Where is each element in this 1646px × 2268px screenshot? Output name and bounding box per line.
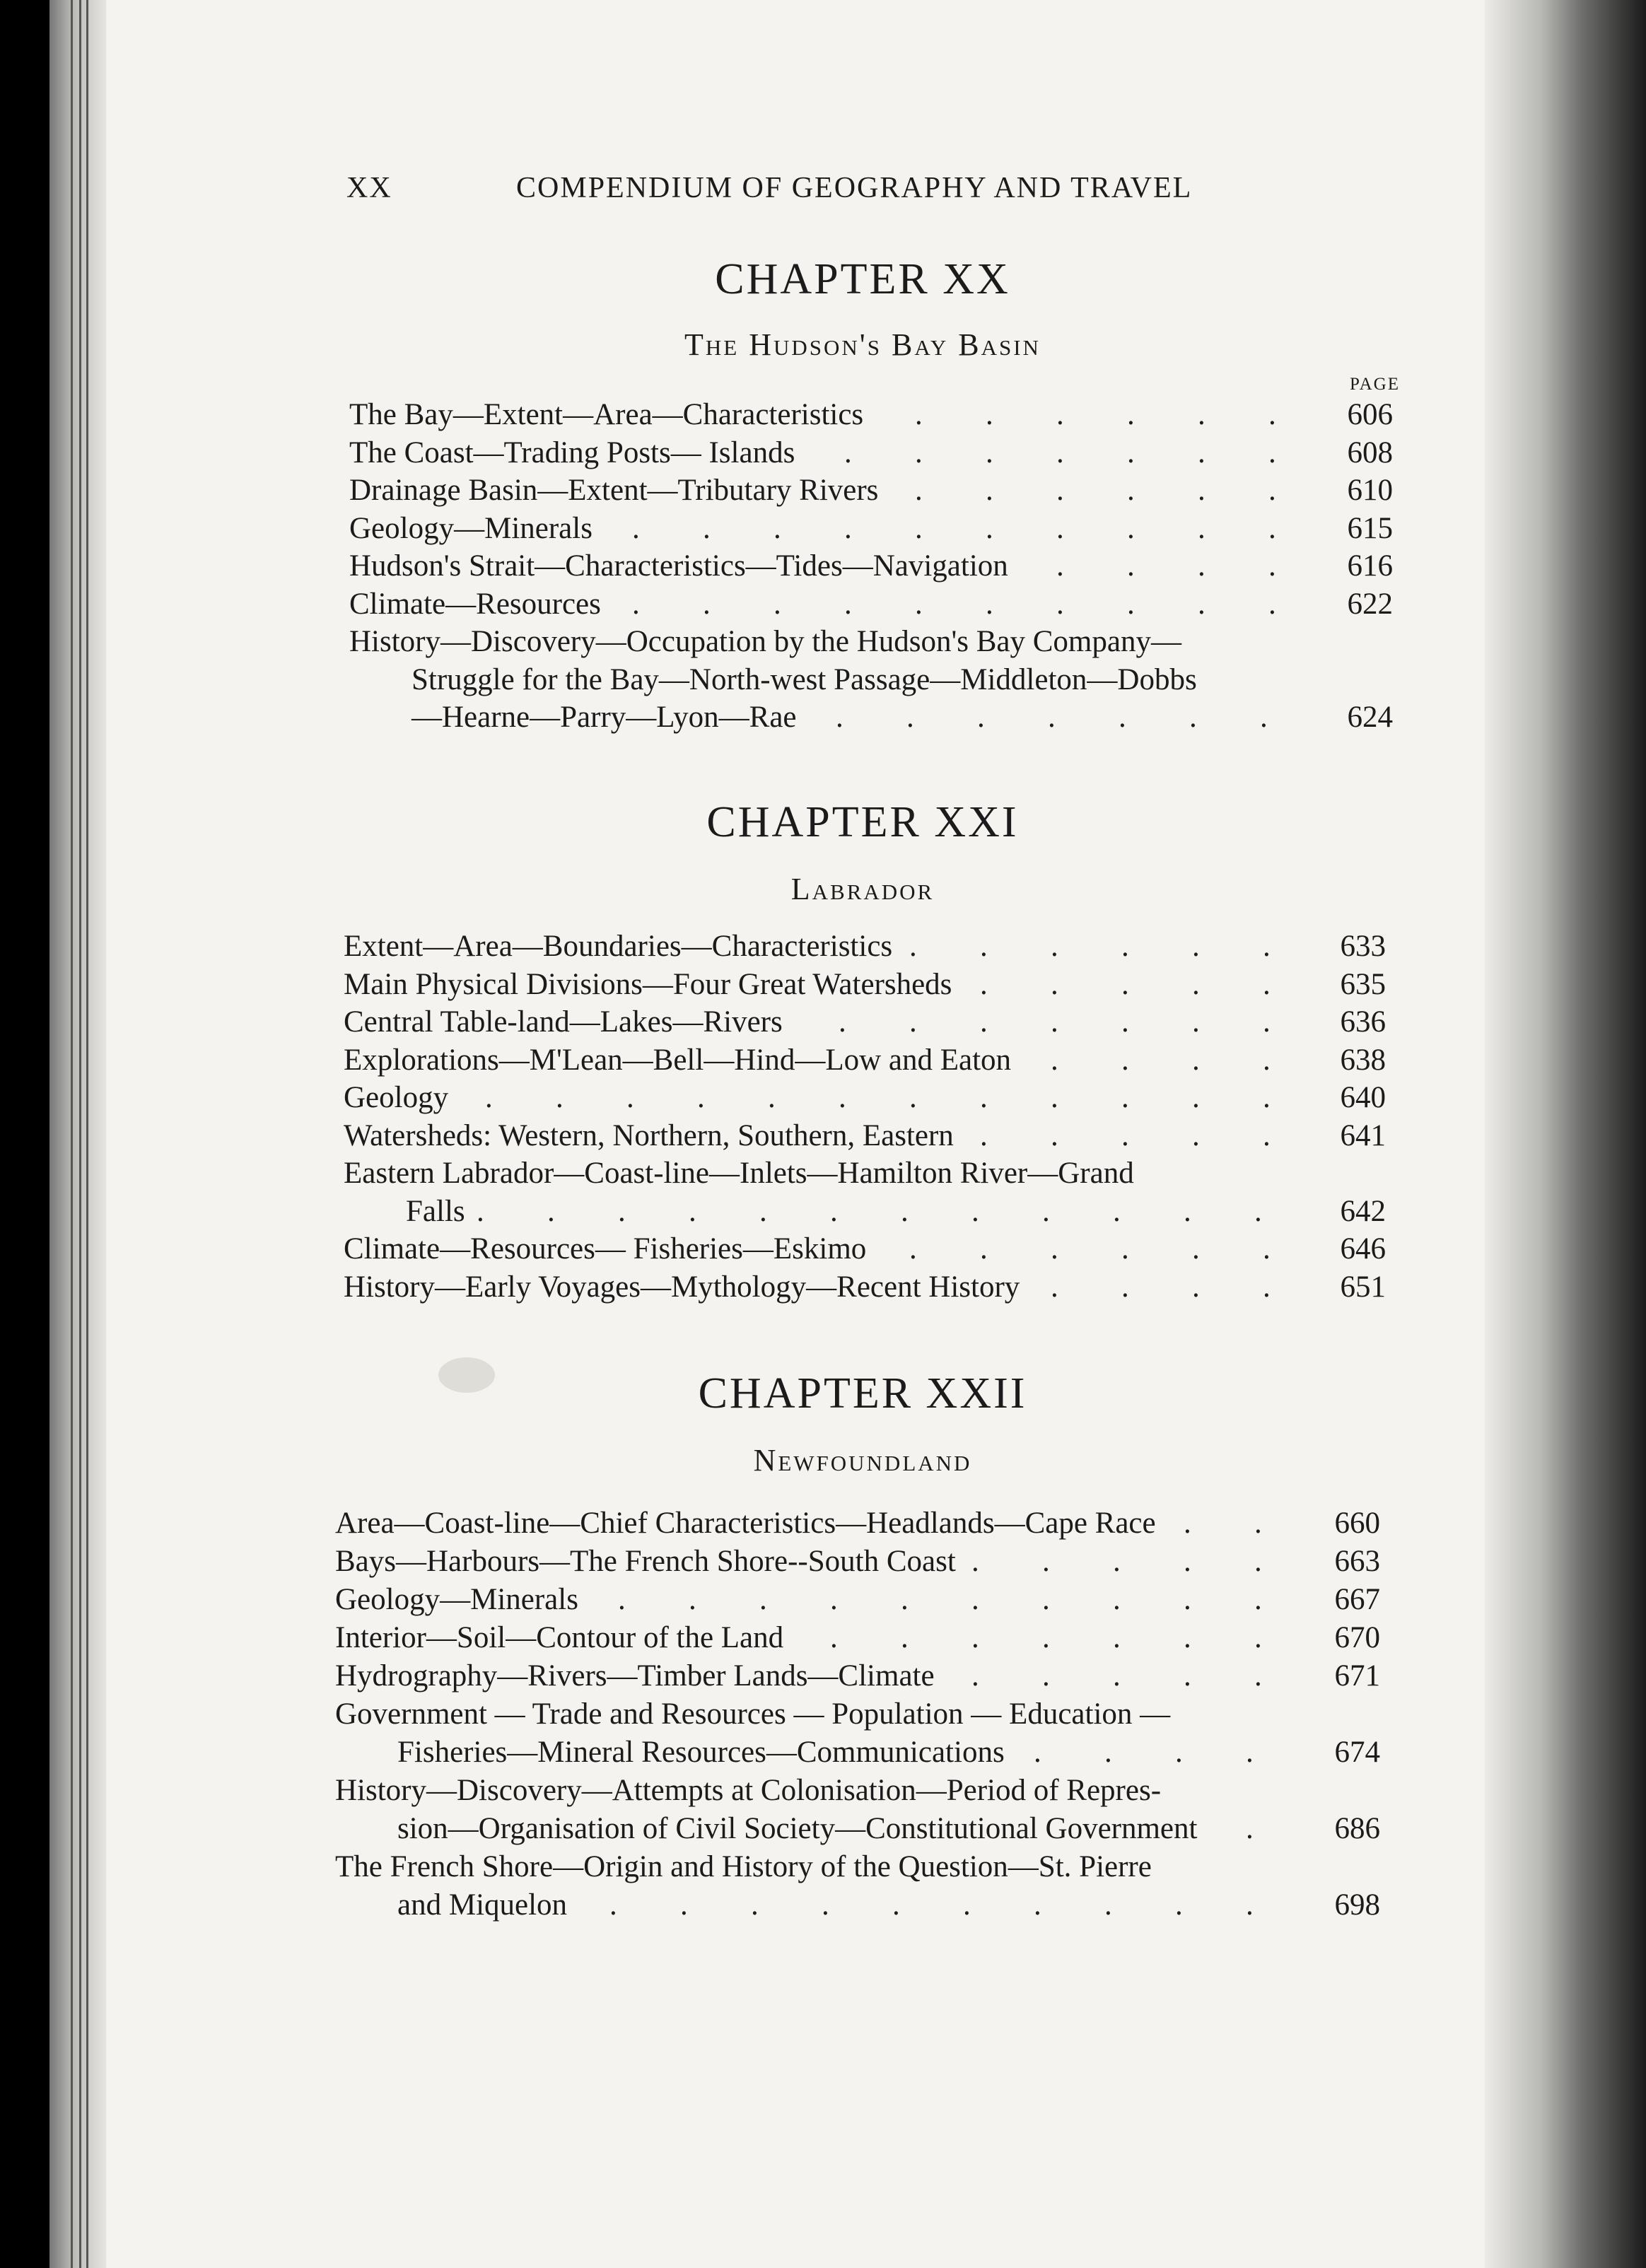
chapter-heading: CHAPTER XXII <box>698 1369 1027 1418</box>
page-folio: XX <box>346 172 392 204</box>
toc-entry-text: Main Physical Divisions—Four Great Watersheds <box>344 968 952 1001</box>
toc-entry-line: Fisheries—Mineral Resources—Communications . . . . 674 <box>397 1734 1380 1772</box>
toc-entry-line: Central Table-land—Lakes—Rivers . . . . . . . 636 <box>344 1003 1386 1041</box>
toc-entry-line <box>344 1155 1386 1193</box>
right-page-edge <box>1485 0 1646 2268</box>
toc-entry-line: Area—Coast-line—Chief Characteristics—Headlands—Cape Race . . 660 <box>335 1504 1380 1543</box>
toc-entry-text: Hudson's Strait—Characteristics—Tides—Navigation <box>349 549 1008 583</box>
toc-entry-text: Bays—Harbours—The French Shore--South Coast <box>335 1545 956 1578</box>
toc-entry-text: The French Shore—Origin and History of the Question—St. Pierre <box>335 1850 1152 1883</box>
toc-entry-line: sion—Organisation of Civil Society—Constitutional Government . 686 <box>397 1810 1380 1848</box>
toc-entry-line: Hydrography—Rivers—Timber Lands—Climate . . . . . 671 <box>335 1657 1380 1695</box>
toc-page-number: 698 <box>1334 1888 1380 1922</box>
toc-entry-text: Geology—Minerals <box>335 1583 578 1616</box>
toc-entry-line: Drainage Basin—Extent—Tributary Rivers . . . . . . 610 <box>349 472 1393 510</box>
page-column-label: PAGE <box>1350 375 1400 394</box>
toc-page-number: 670 <box>1334 1621 1380 1654</box>
toc-entry-text: Struggle for the Bay—North-west Passage—Middleton—Dobbs <box>412 663 1197 696</box>
toc-entry-line <box>349 623 1393 661</box>
toc-entry-line: Hudson's Strait—Characteristics—Tides—Navigation . . . . 616 <box>349 547 1393 585</box>
toc-entry-line: Explorations—M'Lean—Bell—Hind—Low and Eaton . . . . 638 <box>344 1041 1386 1080</box>
left-binding-edge <box>49 0 106 2268</box>
toc-entry-text: Climate—Resources <box>349 588 601 621</box>
toc-entry-text: Drainage Basin—Extent—Tributary Rivers <box>349 474 879 507</box>
toc-entry-text: Hydrography—Rivers—Timber Lands—Climate <box>335 1659 935 1693</box>
toc-entry-text: Watersheds: Western, Northern, Southern, Eastern <box>344 1119 954 1152</box>
running-title: COMPENDIUM OF GEOGRAPHY AND TRAVEL <box>516 172 1193 204</box>
toc-entry-line: Main Physical Divisions—Four Great Watersheds . . . . . 635 <box>344 966 1386 1004</box>
chapter-heading: CHAPTER XX <box>715 255 1010 303</box>
toc-entry-text: History—Discovery—Occupation by the Hudson's Bay Company— <box>349 625 1181 658</box>
toc-page-number: 686 <box>1334 1812 1380 1845</box>
toc-entry-line: Geology—Minerals . . . . . . . . . . 615 <box>349 510 1393 548</box>
toc-entry-line <box>412 661 1393 699</box>
toc-entry-text: The Bay—Extent—Area—Characteristics <box>349 398 864 431</box>
toc-page-number: 642 <box>1340 1195 1386 1228</box>
toc-entry-text: Fisheries—Mineral Resources—Communications <box>397 1736 1005 1769</box>
toc-entry-line: Interior—Soil—Contour of the Land . . . . . . . 670 <box>335 1619 1380 1657</box>
toc-entry-line: Falls . . . . . . . . . . . . 642 <box>406 1193 1386 1231</box>
running-head <box>346 171 1237 214</box>
toc-page-number: 660 <box>1334 1507 1380 1540</box>
toc-entry-line: History—Early Voyages—Mythology—Recent History . . . . 651 <box>344 1268 1386 1307</box>
toc-page-number: 636 <box>1340 1005 1386 1039</box>
toc-page-number: 640 <box>1340 1081 1386 1114</box>
toc-entry-line: Climate—Resources . . . . . . . . . . 622 <box>349 585 1393 624</box>
toc-entry-text: Central Table-land—Lakes—Rivers <box>344 1005 783 1039</box>
toc-entry-line: and Miquelon . . . . . . . . . . 698 <box>397 1886 1380 1924</box>
toc-entry-line: Extent—Area—Boundaries—Characteristics . . . . . . 633 <box>344 928 1386 966</box>
chapter-subheading: Newfoundland <box>753 1443 972 1478</box>
toc-entry-line: Geology—Minerals . . . . . . . . . . 667 <box>335 1581 1380 1619</box>
toc-entry-text: Government — Trade and Resources — Population — Education — <box>335 1697 1171 1731</box>
toc-entry-text: History—Early Voyages—Mythology—Recent History <box>344 1270 1020 1304</box>
toc-entry-line: Climate—Resources— Fisheries—Eskimo . . . . . . 646 <box>344 1230 1386 1268</box>
toc-page-number: 635 <box>1340 968 1386 1001</box>
toc-page-number: 608 <box>1347 436 1393 469</box>
toc-entry-line <box>335 1772 1380 1810</box>
toc-entry-text: Geology—Minerals <box>349 512 593 545</box>
toc-page-number: 663 <box>1334 1545 1380 1578</box>
toc-entry-line <box>335 1695 1380 1734</box>
toc-entry-text: Explorations—M'Lean—Bell—Hind—Low and Eaton <box>344 1044 1012 1077</box>
toc-entry-text: Extent—Area—Boundaries—Characteristics <box>344 930 893 963</box>
toc-entry-line: The Coast—Trading Posts— Islands . . . . . . . 608 <box>349 434 1393 472</box>
toc-entry-line: Bays—Harbours—The French Shore--South Coast . . . . . 663 <box>335 1543 1380 1581</box>
toc-entry-text: History—Discovery—Attempts at Colonisation—Period of Repres- <box>335 1774 1162 1807</box>
toc-page-number: 633 <box>1340 930 1386 963</box>
toc-page-number: 646 <box>1340 1232 1386 1265</box>
chapter-heading: CHAPTER XXI <box>706 798 1019 846</box>
toc-page-number: 674 <box>1334 1736 1380 1769</box>
toc-entry-text: The Coast—Trading Posts— Islands <box>349 436 795 469</box>
toc-entry-line: Geology . . . . . . . . . . . . 640 <box>344 1079 1386 1117</box>
toc-entry-text: Geology <box>344 1081 449 1114</box>
toc-entry-text: and Miquelon <box>397 1888 568 1922</box>
toc-entry-line: Watersheds: Western, Northern, Southern, Eastern . . . . . 641 <box>344 1117 1386 1155</box>
toc-page-number: 651 <box>1340 1270 1386 1304</box>
toc-page-number: 615 <box>1347 512 1393 545</box>
toc-entry-line: —Hearne—Parry—Lyon—Rae . . . . . . . 624 <box>412 698 1393 737</box>
chapter-subheading: The Hudson's Bay Basin <box>684 327 1041 362</box>
toc-entry-line: The Bay—Extent—Area—Characteristics . . . . . . 606 <box>349 396 1393 434</box>
chapter-subheading: Labrador <box>790 872 935 906</box>
toc-entry-text: Climate—Resources— Fisheries—Eskimo <box>344 1232 867 1265</box>
toc-page-number: 671 <box>1334 1659 1380 1693</box>
toc-entry-text: sion—Organisation of Civil Society—Constitutional Government <box>397 1812 1198 1845</box>
toc-entry-text: Eastern Labrador—Coast-line—Inlets—Hamilton River—Grand <box>344 1157 1134 1190</box>
toc-page-number: 638 <box>1340 1044 1386 1077</box>
toc-page-number: 616 <box>1347 549 1393 583</box>
toc-page-number: 624 <box>1347 701 1393 734</box>
toc-entry-line <box>335 1848 1380 1886</box>
toc-entry-text: —Hearne—Parry—Lyon—Rae <box>412 701 797 734</box>
toc-page-number: 610 <box>1347 474 1393 507</box>
toc-page-number: 667 <box>1334 1583 1380 1616</box>
toc-entry-text: Interior—Soil—Contour of the Land <box>335 1621 784 1654</box>
toc-page-number: 606 <box>1347 398 1393 431</box>
toc-entry-text: Falls <box>406 1195 465 1228</box>
toc-entry-text: Area—Coast-line—Chief Characteristics—Headlands—Cape Race <box>335 1507 1156 1540</box>
toc-page-number: 622 <box>1347 588 1393 621</box>
toc-page-number: 641 <box>1340 1119 1386 1152</box>
